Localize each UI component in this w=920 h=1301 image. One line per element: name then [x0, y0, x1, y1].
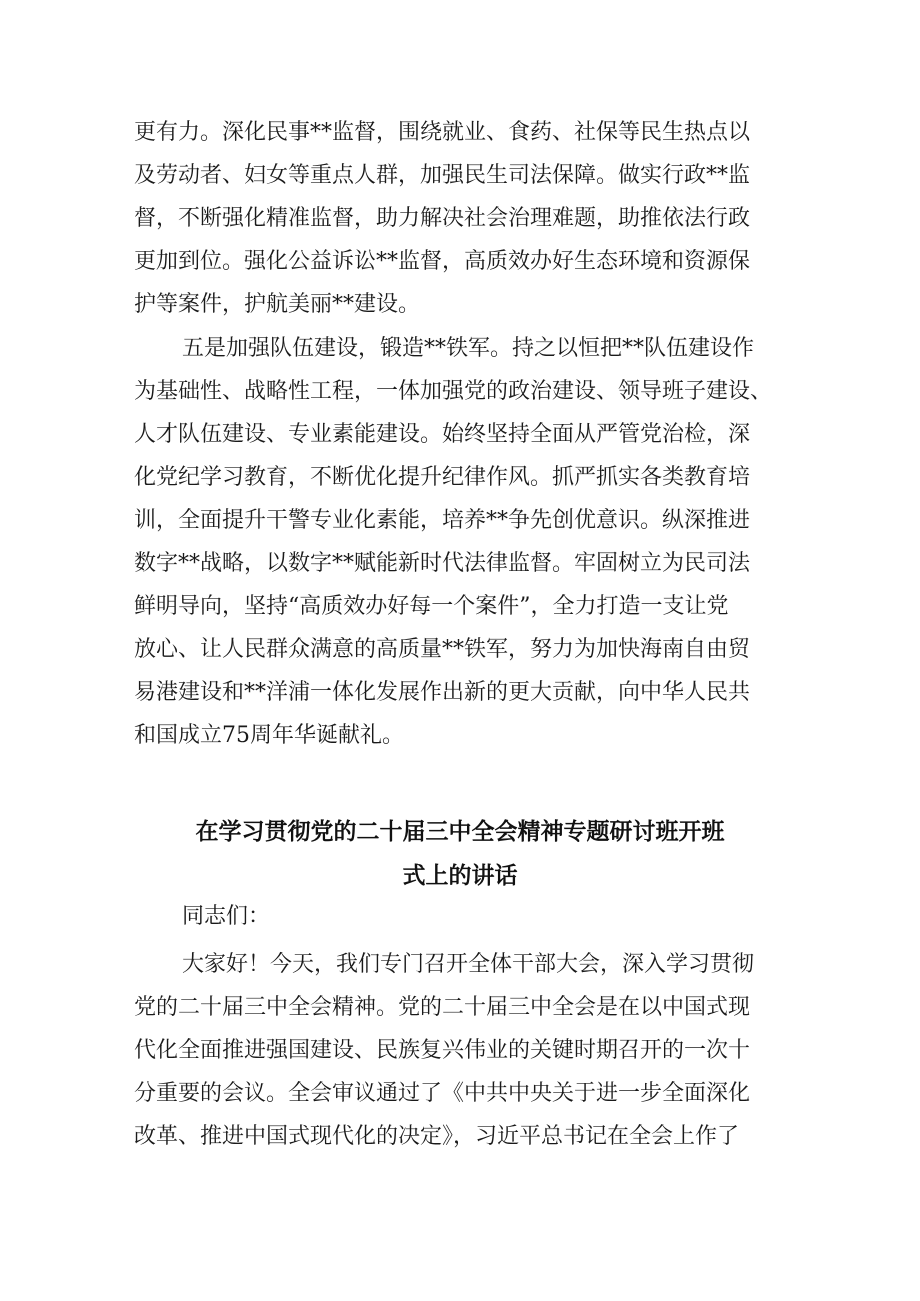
salutation-text: 同志们：	[182, 904, 271, 929]
text-line: 分重要的会议。全会审议通过了《中共中央关于进一步全面深化	[134, 1081, 751, 1106]
text-line: 放心、让人民群众满意的高质量**铁军，努力为加快海南自由贸	[134, 637, 751, 662]
text-line: 训，全面提升干警专业化素能，培养**争先创优意识。纵深推进	[134, 508, 751, 533]
text-line: 易港建设和**洋浦一体化发展作出新的更大贡献，向中华人民共	[134, 680, 751, 705]
text-line: 和国成立75周年华诞献礼。	[134, 723, 404, 748]
text-line: 更有力。深化民事**监督，围绕就业、食药、社保等民生热点以	[134, 120, 751, 145]
text-line: 鲜明导向，坚持“高质效办好每一个案件”，全力打造一支让党	[134, 594, 729, 619]
text-line: 为基础性、战略性工程，一体加强党的政治建设、领导班子建设、	[134, 379, 773, 404]
text-line: 大家好！今天，我们专门召开全体干部大会，深入学习贯彻	[182, 952, 755, 977]
speech-title-line-1: 在学习贯彻党的二十届三中全会精神专题研讨班开班	[195, 819, 725, 845]
text-line: 更加到位。强化公益诉讼**监督，高质效办好生态环境和资源保	[134, 249, 751, 274]
text-line: 改革、推进中国式现代化的决定》，习近平总书记在全会上作了	[134, 1124, 740, 1149]
text-line: 数字**战略，以数字**赋能新时代法律监督。牢固树立为民司法	[134, 551, 751, 576]
text-line: 人才队伍建设、专业素能建设。始终坚持全面从严管党治检，深	[134, 422, 751, 447]
text-line: 党的二十届三中全会精神。党的二十届三中全会是在以中国式现	[134, 995, 751, 1020]
text-line: 及劳动者、妇女等重点人群，加强民生司法保障。做实行政**监	[134, 163, 751, 188]
speech-title-line-2: 式上的讲话	[402, 863, 518, 889]
text-line: 护等案件，护航美丽**建设。	[134, 292, 421, 317]
text-line: 五是加强队伍建设，锻造**铁军。持之以恒把**队伍建设作	[182, 336, 755, 361]
text-line: 督，不断强化精准监督，助力解决社会治理难题，助推依法行政	[134, 206, 751, 231]
text-line: 化党纪学习教育，不断优化提升纪律作风。抓严抓实各类教育培	[134, 465, 751, 490]
text-line: 代化全面推进强国建设、民族复兴伟业的关键时期召开的一次十	[134, 1038, 751, 1063]
